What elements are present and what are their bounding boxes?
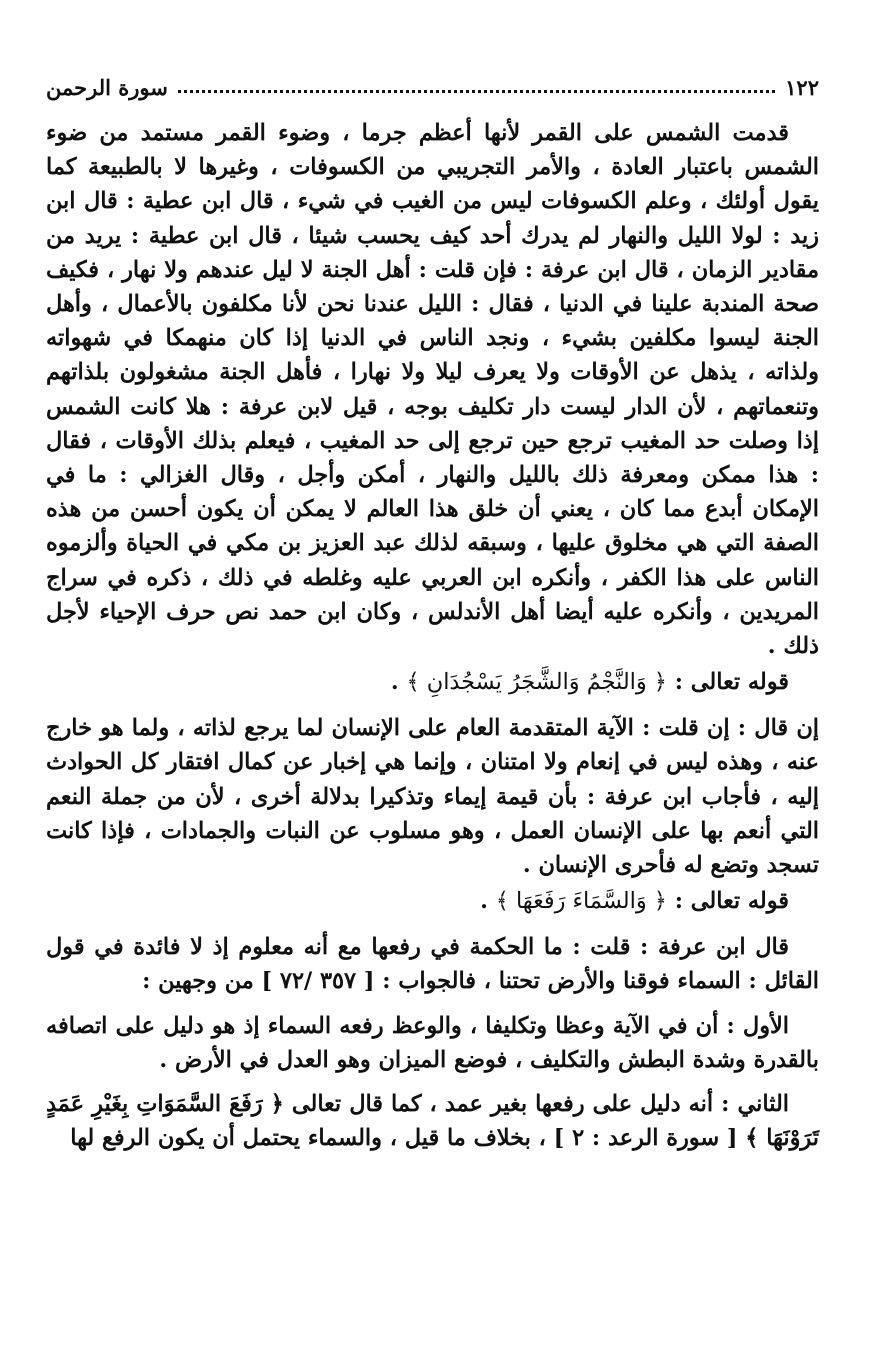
verse-citation-sky	[46, 882, 819, 920]
verse-prefix: قوله تعالى :	[674, 888, 789, 915]
verse-citation-najm	[46, 663, 819, 701]
quran-verse-text: ﴿ وَالسَّمَاءَ رَفَعَهَا ﴾	[495, 888, 667, 915]
paragraph-commentary-prostration: إن قال : إن قلت : الآية المتقدمة العام على الإنسان لما يرجع لذاته ، ولما هو خارج عنه ، وهذه ليس في إنعام ولا امتنان ، وإنما هي إخبار عن كمال افتقار كل الحوادث إليه ، فأجاب ابن عرفة : بأن قيمة إيماء وتذكيرا بدلالة أخرى ، لأن من جملة النعم التي أنعم بها على الإنسان العمل ، وهو مسلوب عن النبات والجمادات ، فإذا كانت تسجد وتضع له فأحرى الإنسان .	[46, 715, 819, 879]
quran-verse-text: ﴿ وَالنَّجْمُ وَالشَّجَرُ يَسْجُدَانِ ﴾	[406, 669, 667, 696]
verse-suffix: .	[390, 669, 399, 696]
paragraph-second-aspect: الثاني : أنه دليل على رفعها بغير عمد ، كما قال تعالى ﴿ رَفَعَ السَّمَوَاتِ بِغَيْرِ عَمَدٍ تَرَوْنَهَا ﴾ [ سورة الرعد : ٢ ] ، بخلاف ما قيل ، والسماء يحتمل أن يكون الرفع لها	[46, 1091, 819, 1152]
surah-title: سورة الرحمن	[46, 74, 168, 100]
paragraph-commentary-sun-moon: قدمت الشمس على القمر لأنها أعظم جرما ، وضوء القمر مستمد من ضوء الشمس باعتبار العادة ، والأمر التجريبي من الكسوفات ، وغيرها لا بالطبيعة كما يقول أولئك ، وعلم الكسوفات ليس من الغيب في شيء ، قال ابن عطية : قال ابن زيد : لولا الليل والنهار لم يدرك أحد كيف يحسب شيئا ، قال ابن عطية : يريد من مقادير الزمان ، قال ابن عرفة : فإن قلت : أهل الجنة لا ليل عندهم ولا نهار ، فكيف صحة المندبة علينا في الدنيا ، فقال : الليل عندنا نحن لأنا مكلفون بالأعمال ، وأهل الجنة ليسوا مكلفين بشيء ، ونجد الناس في الدنيا إذا كان منهمكا في شهواته ولذاته ، يذهل عن الأوقات ولا يعرف ليلا ولا نهارا ، فأهل الجنة مشغولون بلذاتهم وتنعماتهم ، لأن الدار ليست دار تكليف بوجه ، قيل لابن عرفة : هلا كانت الشمس إذا وصلت حد المغيب ترجع حين ترجع إلى حد المغيب ، فيعلم بذلك الأوقات ، فقال : هذا ممكن ومعرفة ذلك بالليل والنهار ، أمكن وأجل ، وقال الغزالي : ما في الإمكان أبدع مما كان ، يعني أن خلق هذا العالم لا يمكن أن يكون أحسن من هذه الصفة التي هي مخلوق عليها ، وسبقه لذلك عبد العزيز بن مكي في الحياة وألزموه الناس على هذا الكفر ، وأنكره ابن العربي عليه وغلطه في ذلك ، ذكره في سراج المريدين ، وأنكره عليه أيضا أهل الأندلس ، وكان ابن حمد نص حرف الإحياء لأجل ذلك .	[46, 120, 819, 660]
verse-prefix: قوله تعالى :	[674, 669, 789, 696]
page-body	[46, 116, 819, 1155]
paragraph-first-aspect: الأول : أن في الآية وعظا وتكليفا ، والوعظ رفعه السماء إذ هو دليل على اتصافه بالقدرة وشدة البطش والتكليف ، فوضع الميزان وهو العدل في الأرض .	[46, 1012, 819, 1073]
header-dotted-leader	[178, 90, 775, 93]
running-header	[46, 70, 819, 104]
page-number: ١٢٢	[785, 74, 819, 100]
verse-suffix: .	[480, 888, 488, 915]
document-page	[46, 70, 819, 1357]
paragraph-commentary-raising: قال ابن عرفة : قلت : ما الحكمة في رفعها مع أنه معلوم إذ لا فائدة في قول القائل : السماء فوقنا والأرض تحتنا ، فالجواب : [ ٣٥٧ /٧٢ ] من وجهين :	[46, 934, 819, 995]
